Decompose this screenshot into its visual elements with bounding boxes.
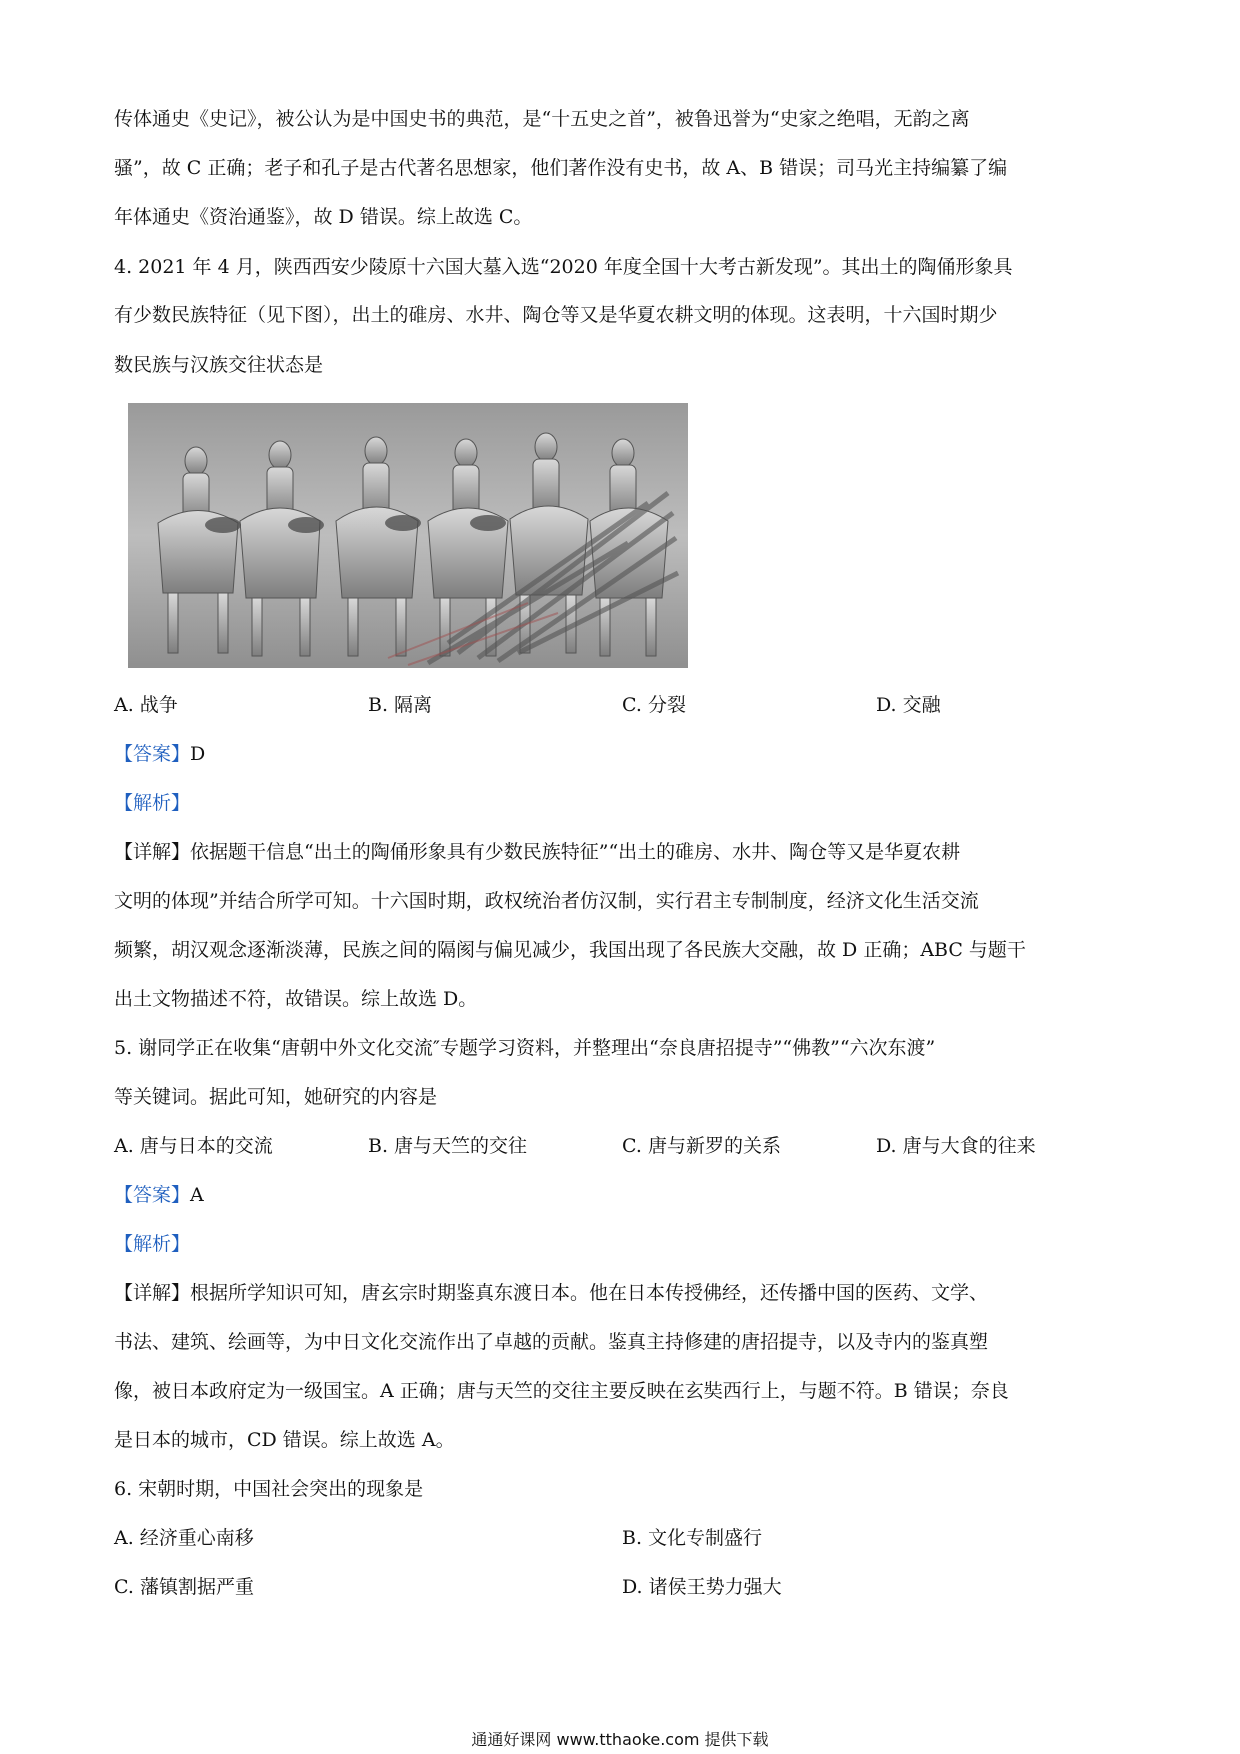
analysis-tag: 【解析】	[114, 792, 191, 814]
q5-detail-line: 像，被日本政府定为一级国宝。A 正确；唐与天竺的交往主要反映在玄奘西行上，与题不符。B 错误；奈良	[114, 1380, 1009, 1402]
q4-answer	[114, 741, 1134, 767]
page-footer: 通通好课网 www.tthaoke.com 提供下载	[471, 1730, 769, 1749]
q4-stem-line: 4. 2021 年 4 月，陕西西安少陵原十六国大墓入选“2020 年度全国十大考古新发现”。其出土的陶俑形象具	[114, 256, 1013, 278]
q4-detail-line: 出土文物描述不符，故错误。综上故选 D。	[114, 988, 478, 1010]
q4-option-b: B. 隔离	[368, 694, 433, 716]
q5-stem-line: 等关键词。据此可知，她研究的内容是	[114, 1086, 438, 1108]
q5-option-a: A. 唐与日本的交流	[114, 1135, 273, 1157]
q3-explanation-line: 年体通史《资治通鉴》，故 D 错误。综上故选 C。	[114, 206, 533, 228]
q4-stem-line: 数民族与汉族交往状态是	[114, 354, 324, 376]
q4-detail-line: 频繁，胡汉观念逐渐淡薄，民族之间的隔阂与偏见减少，我国出现了各民族大交融，故 D 正确；ABC 与题干	[114, 939, 1026, 961]
answer-tag: 【答案】	[114, 743, 191, 765]
q5-detail-line: 书法、建筑、绘画等，为中日文化交流作出了卓越的贡献。鉴真主持修建的唐招提寺，以及寺内的鉴真塑	[114, 1331, 989, 1353]
q4-detail-line: 文明的体现”并结合所学可知。十六国时期，政权统治者仿汉制，实行君主专制制度，经济文化生活交流	[114, 890, 979, 912]
q4-option-a: A. 战争	[114, 694, 178, 716]
q4-stem-line: 有少数民族特征（见下图），出土的碓房、水井、陶仓等又是华夏农耕文明的体现。这表明，十六国时期少	[114, 304, 998, 326]
detail-text: 依据题干信息“出土的陶俑形象具有少数民族特征”“出土的碓房、水井、陶仓等又是华夏农耕	[190, 841, 961, 863]
answer-value: A	[190, 1184, 204, 1206]
pottery-figurines-photo	[128, 403, 688, 668]
q3-explanation-line: 传体通史《史记》，被公认为是中国史书的典范，是“十五史之首”，被鲁迅誉为“史家之绝唱，无韵之离	[114, 108, 970, 130]
detail-text: 根据所学知识可知，唐玄宗时期鉴真东渡日本。他在日本传授佛经，还传播中国的医药、文学、	[190, 1282, 989, 1304]
q6-option-a: A. 经济重心南移	[114, 1527, 254, 1549]
q5-analysis	[114, 1231, 1134, 1257]
q4-detail-line	[114, 839, 1134, 865]
q5-option-c: C. 唐与新罗的关系	[622, 1135, 781, 1157]
q5-detail-line: 是日本的城市，CD 错误。综上故选 A。	[114, 1429, 455, 1451]
q5-option-b: B. 唐与天竺的交往	[368, 1135, 528, 1157]
detail-tag: 【详解】	[114, 841, 191, 863]
q6-option-c: C. 藩镇割据严重	[114, 1576, 254, 1598]
q5-stem-line: 5. 谢同学正在收集“唐朝中外文化交流″专题学习资料，并整理出“奈良唐招提寺”“佛教”“六次东渡”	[114, 1037, 936, 1059]
detail-tag: 【详解】	[114, 1282, 191, 1304]
analysis-tag: 【解析】	[114, 1233, 191, 1255]
answer-tag: 【答案】	[114, 1184, 191, 1206]
q5-option-d: D. 唐与大食的往来	[876, 1135, 1036, 1157]
q6-option-b: B. 文化专制盛行	[622, 1527, 763, 1549]
answer-value: D	[190, 743, 206, 765]
q4-analysis	[114, 790, 1134, 816]
q6-stem: 6. 宋朝时期，中国社会突出的现象是	[114, 1478, 424, 1500]
q4-option-c: C. 分裂	[622, 694, 686, 716]
q5-detail-line	[114, 1280, 1134, 1306]
q6-option-d: D. 诸侯王势力强大	[622, 1576, 782, 1598]
q5-answer	[114, 1182, 1134, 1208]
q3-explanation-line: 骚”，故 C 正确；老子和孔子是古代著名思想家，他们著作没有史书，故 A、B 错误；司马光主持编纂了编	[114, 157, 1008, 179]
q4-option-d: D. 交融	[876, 694, 941, 716]
